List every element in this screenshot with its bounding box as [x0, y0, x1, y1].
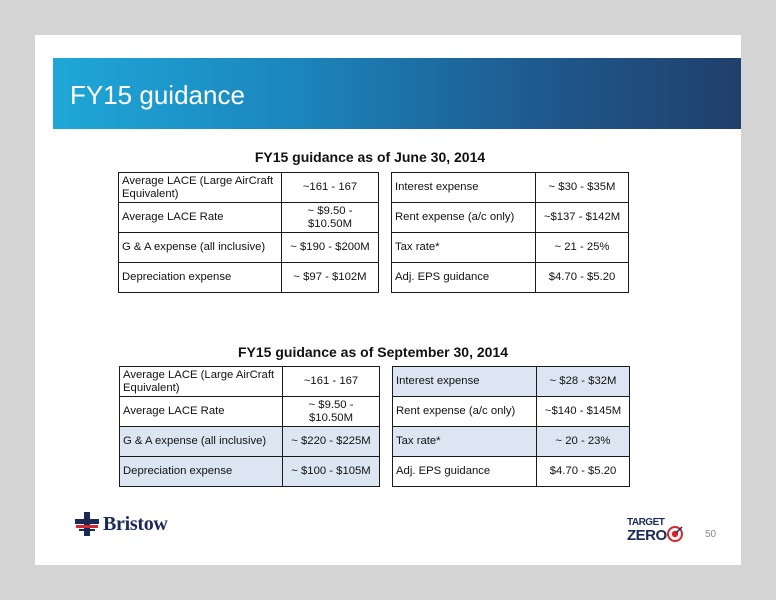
- bristow-logo: [75, 512, 168, 536]
- table-cell-label: Average LACE (Large AirCraft Equivalent): [120, 367, 283, 397]
- table-cell-label: Average LACE Rate: [119, 203, 282, 233]
- table-cell-label: Average LACE Rate: [120, 397, 283, 427]
- table-cell-value: ~ 21 - 25%: [536, 233, 629, 263]
- table-cell-label: Adj. EPS guidance: [393, 457, 537, 487]
- table-cell-label: Tax rate*: [392, 233, 536, 263]
- table1-title: FY15 guidance as of June 30, 2014: [254, 149, 486, 165]
- table-cell-value: $4.70 - $5.20: [536, 263, 629, 293]
- table-cell-value: ~ $190 - $200M: [282, 233, 379, 263]
- target-zero-line2: ZERO: [627, 527, 667, 544]
- table-row: [119, 203, 629, 233]
- table-cell-value: ~ $220 - $225M: [283, 427, 380, 457]
- table-cell-value: ~ $9.50 - $10.50M: [283, 397, 380, 427]
- table-cell-value: $4.70 - $5.20: [537, 457, 630, 487]
- table-cell-label: Rent expense (a/c only): [393, 397, 537, 427]
- table-row: [119, 173, 629, 203]
- table-cell-value: ~$140 - $145M: [537, 397, 630, 427]
- bristow-logo-text: Bristow: [103, 512, 168, 535]
- slide-title: FY15 guidance: [70, 80, 245, 110]
- table-row: [119, 233, 629, 263]
- title-banner: [53, 58, 741, 129]
- table-row: [119, 263, 629, 293]
- table-cell-label: Rent expense (a/c only): [392, 203, 536, 233]
- table-cell-label: G & A expense (all inclusive): [119, 233, 282, 263]
- table-cell-value: ~161 - 167: [282, 173, 379, 203]
- target-zero-line1: TARGET: [627, 517, 665, 528]
- table-cell-label: Tax rate*: [393, 427, 537, 457]
- table-cell-label: G & A expense (all inclusive): [120, 427, 283, 457]
- table-cell-value: ~$137 - $142M: [536, 203, 629, 233]
- table-cell-label: Adj. EPS guidance: [392, 263, 536, 293]
- table-row: [120, 457, 630, 487]
- table-row: [120, 397, 630, 427]
- table-cell-value: ~ 20 - 23%: [537, 427, 630, 457]
- target-icon: [667, 526, 683, 542]
- table-row: [120, 427, 630, 457]
- bristow-mark-icon: [75, 512, 99, 536]
- table-cell-label: Depreciation expense: [120, 457, 283, 487]
- guidance-table-september: [119, 366, 630, 487]
- table-cell-label: Average LACE (Large AirCraft Equivalent): [119, 173, 282, 203]
- page-number: 50: [705, 529, 717, 540]
- table-cell-value: ~ $100 - $105M: [283, 457, 380, 487]
- table-cell-value: ~ $9.50 - $10.50M: [282, 203, 379, 233]
- table-cell-label: Depreciation expense: [119, 263, 282, 293]
- table-cell-label: Interest expense: [393, 367, 537, 397]
- table2-title: FY15 guidance as of September 30, 2014: [237, 344, 508, 360]
- table-cell-value: ~ $30 - $35M: [536, 173, 629, 203]
- table-cell-value: ~ $97 - $102M: [282, 263, 379, 293]
- target-zero-logo: [627, 517, 687, 547]
- table-cell-value: ~161 - 167: [283, 367, 380, 397]
- table-row: [120, 367, 630, 397]
- table-cell-label: Interest expense: [392, 173, 536, 203]
- guidance-table-june: [118, 172, 629, 293]
- table-cell-value: ~ $28 - $32M: [537, 367, 630, 397]
- slide: [35, 35, 741, 565]
